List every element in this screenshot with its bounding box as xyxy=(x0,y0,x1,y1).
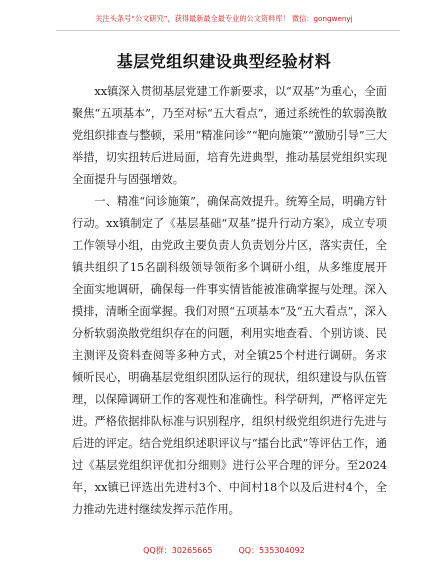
header-divider xyxy=(56,30,400,31)
top-banner: 关注头条号“公文研究”，获得最新最全最专业的公文资料库！ 微信：gongwenyj xyxy=(95,14,353,23)
footer-contact xyxy=(0,545,448,556)
footer-qq-group: QQ群：30265665 xyxy=(143,546,213,555)
intro-paragraph: xx镇深入贯彻基层党建工作新要求，以“双基”为重心，全面聚焦“五项基本”，乃至对标“五大看点”，通过系统性的软弱涣散党组织排查与整顿，采用“精准问诊”“靶向施策”“激励引导”三大举措，切实扭转后进局面，培育先进典型，推动基层党组织实现全面提升与固强增效。 xyxy=(72,85,387,186)
document-title: 基层党组织建设典型经验材料 xyxy=(116,52,332,71)
footer-qq: QQ：535304092 xyxy=(238,546,305,555)
document-body xyxy=(72,81,387,521)
section-one-paragraph: 一、精准“问诊施策”，确保高效提升。统筹全局，明确方针行动。xx镇制定了《基层基础“双基”提升行动方案》，成立专项工作领导小组，由党政主要负责人负责划分片区，落实责任，全镇共组织了15名副科级领导领衔多个调研小组，从多维度展开全面实地调研，确保每一件事实情皆能被准确掌握与处理。深入摸排，清晰全面掌握。我们对照“五项基本”及“五大看点”，深入分析软弱涣散党组织存在的问题，利用实地查看、个别访谈、民主测评及资料查阅等多种方式，对全镇25个村进行调研。务求倾听民心，明确基层党组织团队运行的现状，组织建设与队伍管理，以保障调研工作的客观性和准确性。科学研判，严格评定先进。严格依据排队标准与识别程序，组织村级党组织进行先进与后进的评定。结合党组织述职评议与“擂台比武”等评估工作，通过《基层党组织评优扣分细则》进行公平合理的评分。至2024年，xx镇已评选出先进村3个、中间村18个以及后进村4个，全力推动先进村继续发挥示范作用。 xyxy=(72,195,387,516)
